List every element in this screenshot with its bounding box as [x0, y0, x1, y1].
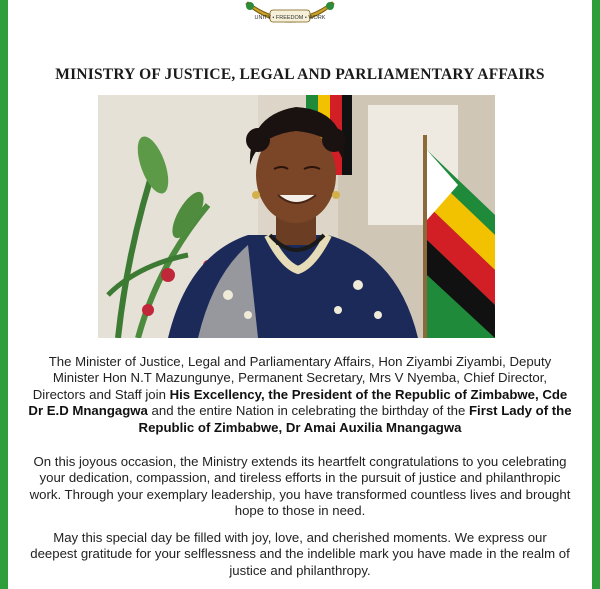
message-mid: and the entire Nation in celebrating the birthday of the — [151, 403, 466, 419]
coat-of-arms-crest — [240, 0, 340, 30]
message-intro: The Minister of Justice, Legal and Parliamentary Affairs, Hon Ziyambi Ziyambi, Deputy Minister Hon N.T Mazungunye, Permanent Secretary, Mrs V Nyemba, Chief Director, Directors and Staff join — [32, 354, 552, 402]
message-paragraph-2: On this joyous occasion, the Ministry extends its heartfelt congratulations to you celebrating your dedication, compassion, and tireless efforts in the pursuit of justice and philanthropic work. Through your exemplary leadership, you have transformed countless lives and brought hope to those in need. — [29, 454, 571, 519]
right-green-border — [592, 0, 600, 589]
message-paragraph-1 — [28, 354, 572, 436]
left-green-border — [0, 0, 8, 589]
first-lady-mention: First Lady of the Republic of Zimbabwe, Dr Amai Auxilia Mnangagwa — [138, 403, 572, 435]
president-mention: His Excellency, the President of the Republic of Zimbabwe, Cde Dr E.D Mnangagwa — [28, 386, 568, 419]
page-title: MINISTRY OF JUSTICE, LEGAL AND PARLIAMENTARY AFFAIRS — [55, 66, 545, 83]
crest-motto: UNITY • FREEDOM • WORK — [254, 15, 326, 21]
message-paragraph-3: May this special day be filled with joy, love, and cherished moments. We express our deepest gratitude for your selflessness and the indelible mark you have made in the realm of justice and philanthropy. — [30, 530, 570, 578]
portrait-photo — [98, 95, 495, 338]
